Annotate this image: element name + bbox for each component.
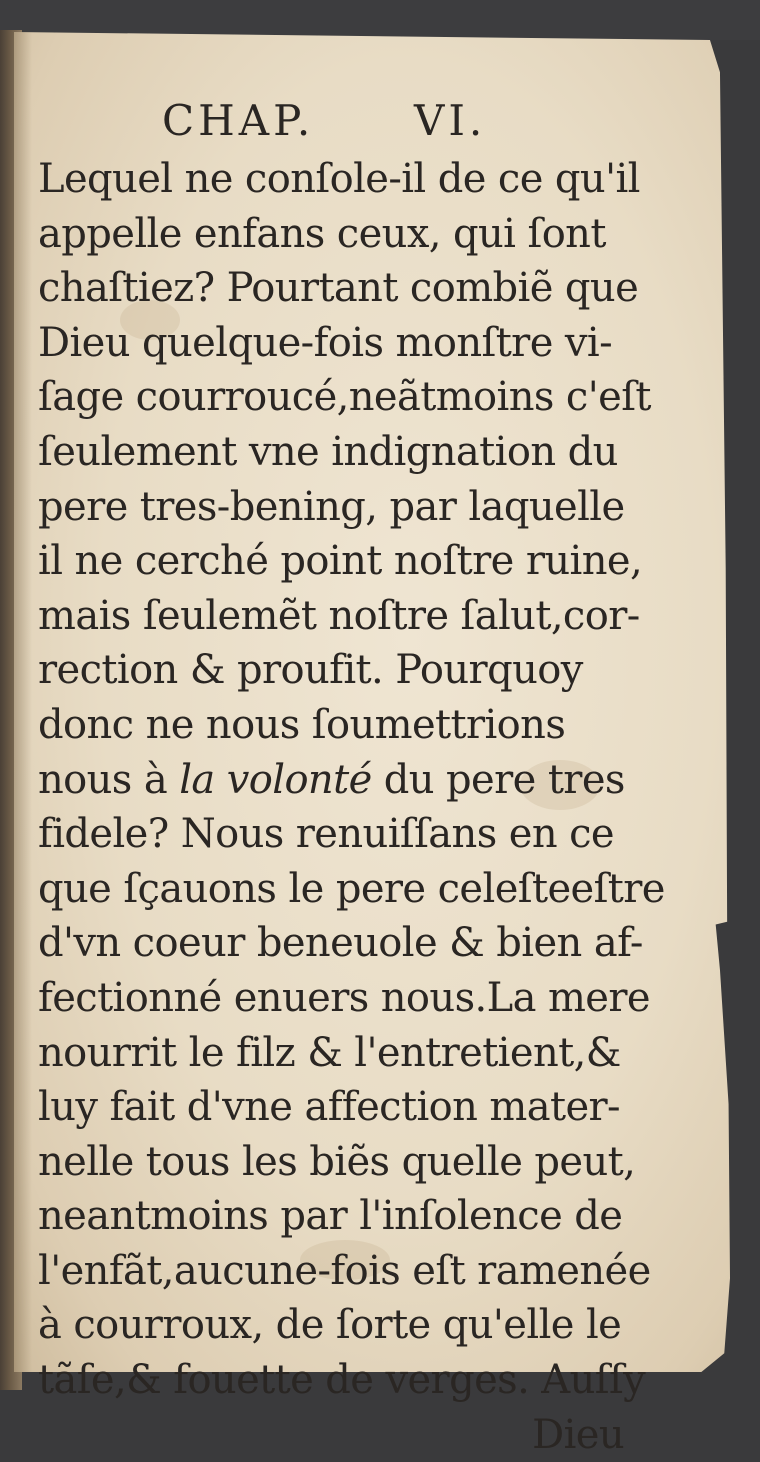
text-line-6: ſeulement vne indignation du <box>38 428 618 475</box>
text-line-7: pere tres-bening, par laquelle <box>38 483 625 530</box>
page-gutter-shadow <box>14 32 32 1372</box>
text-line-3: chaſtiez? Pourtant combiẽ que <box>38 265 639 312</box>
text-line-12-italic: la volonté <box>179 756 372 803</box>
text-line-12-start: nous à <box>38 756 180 803</box>
text-line-15: d'vn coeur beneuole & bien af- <box>38 920 643 967</box>
text-line-12-end: du pere tres <box>371 756 625 803</box>
text-line-8: il ne cerché point noſtre ruine, <box>38 538 643 585</box>
chapter-word: CHAP. <box>162 96 315 145</box>
text-line-4: Dieu quelque-fois monſtre vi- <box>38 319 612 366</box>
text-line-9: mais ſeulemẽt noſtre ſalut,cor- <box>38 592 640 639</box>
text-line-18: luy fait d'vne affection mater- <box>38 1084 620 1131</box>
page-text <box>38 96 665 1462</box>
text-line-13: fidele? Nous renuiſſans en ce <box>38 811 614 858</box>
text-line-11: donc ne nous ſoumettrions <box>38 701 566 748</box>
text-line-14: que ſçauons le pere celeſteeſtre <box>38 865 665 912</box>
text-line-23: tãſe,& fouette de verges. Auſſy <box>38 1357 646 1404</box>
catchword: Dieu <box>532 1411 624 1458</box>
text-line-1: Lequel ne conſole-il de ce qu'il <box>38 156 640 202</box>
text-line-20: neantmoins par l'inſolence de <box>38 1193 623 1240</box>
running-header <box>38 96 628 152</box>
text-line-10: rection & proufit. Pourquoy <box>38 647 583 694</box>
text-line-5: ſage courroucé,neãtmoins c'eſt <box>38 374 651 421</box>
text-line-17: nourrit le filz & l'entretient,& <box>38 1029 621 1076</box>
text-line-21: l'enfãt,aucune-fois eſt ramenée <box>38 1247 651 1294</box>
text-line-19: nelle tous les biẽs quelle peut, <box>38 1138 636 1185</box>
text-line-2: appelle enfans ceux, qui ſont <box>38 210 606 257</box>
text-line-16: fectionné enuers nous.La mere <box>38 974 650 1021</box>
text-line-12 <box>38 753 628 808</box>
chapter-number: VI. <box>414 96 487 145</box>
text-line-22: à courroux, de ſorte qu'elle le <box>38 1302 622 1349</box>
